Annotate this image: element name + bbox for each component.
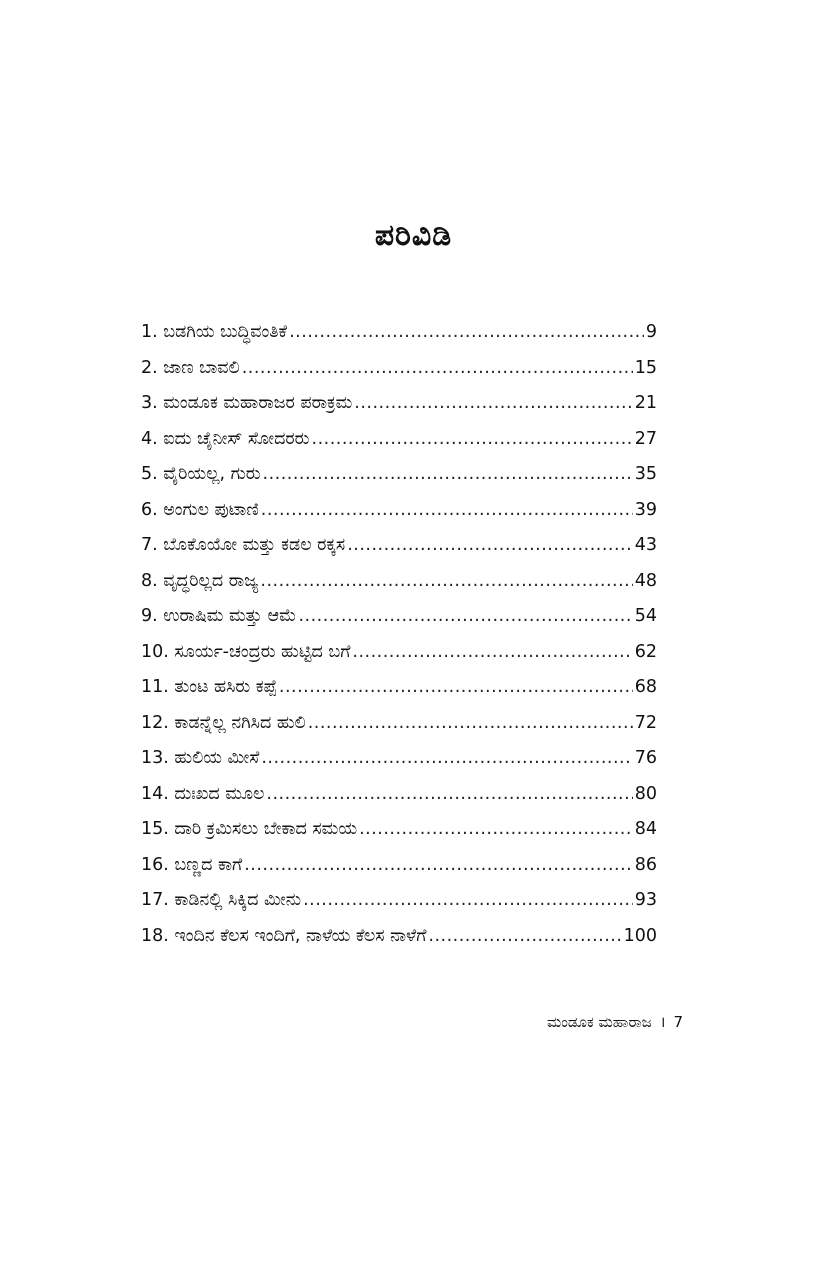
footer-page-number: 7 xyxy=(673,1013,683,1031)
dot-leader xyxy=(298,599,632,635)
toc-entry xyxy=(141,777,657,813)
toc-entry xyxy=(141,741,657,777)
toc-entry-page: 27 xyxy=(634,428,657,449)
table-of-contents xyxy=(141,315,657,954)
toc-entry-title: 11. ತುಂಟ ಹಸಿರು ಕಪ್ಪೆ xyxy=(141,677,277,697)
toc-entry xyxy=(141,848,657,884)
toc-entry xyxy=(141,883,657,919)
toc-entry xyxy=(141,422,657,458)
toc-entry-title: 15. ದಾರಿ ಕ್ರಮಿಸಲು ಬೇಕಾದ ಸಮಯ xyxy=(141,819,358,839)
toc-entry xyxy=(141,351,657,387)
dot-leader xyxy=(266,777,632,813)
toc-entry-title: 5. ವೈರಿಯಲ್ಲ, ಗುರು xyxy=(141,464,261,484)
dot-leader xyxy=(242,351,633,387)
toc-entry-page: 76 xyxy=(634,748,657,768)
footer-book-title: ಮಂಡೂಕ ಮಹಾರಾಜ xyxy=(546,1013,652,1031)
dot-leader xyxy=(352,635,632,671)
toc-entry-title: 16. ಬಣ್ಣದ ಕಾಗೆ xyxy=(141,854,243,875)
dot-leader xyxy=(347,528,633,564)
toc-entry-title: 9. ಉರಾಷಿಮ ಮತ್ತು ಆಮೆ xyxy=(141,606,297,626)
toc-entry-title: 2. ಜಾಣ ಬಾವಲಿ xyxy=(141,357,240,378)
toc-entry xyxy=(141,386,657,422)
dot-leader xyxy=(263,457,633,493)
toc-entry-title: 7. ಬೊಕೊಯೋ ಮತ್ತು ಕಡಲ ರಕ್ಕಸ xyxy=(141,535,346,555)
dot-leader xyxy=(354,386,632,422)
footer-separator: । xyxy=(659,1013,666,1031)
dot-leader xyxy=(261,741,632,777)
toc-entry-page: 39 xyxy=(634,499,657,520)
toc-entry-page: 35 xyxy=(634,464,657,484)
toc-entry-title: 4. ಐದು ಚೈನೀಸ್ ಸೋದರರು xyxy=(141,428,310,449)
page-title: ಪರಿವಿಡಿ xyxy=(374,218,453,253)
page-footer xyxy=(547,1010,683,1034)
toc-entry-page: 9 xyxy=(645,322,657,342)
toc-entry-title: 14. ದುಃಖದ ಮೂಲ xyxy=(141,783,265,804)
toc-entry-page: 15 xyxy=(634,357,657,378)
toc-entry xyxy=(141,457,657,493)
toc-entry-title: 1. ಬಡಗಿಯ ಬುದ್ಧಿವಂತಿಕೆ xyxy=(141,322,288,342)
toc-entry-page: 54 xyxy=(634,606,657,626)
dot-leader xyxy=(260,564,632,600)
toc-entry xyxy=(141,599,657,635)
dot-leader xyxy=(261,493,633,529)
toc-entry-title: 17. ಕಾಡಿನಲ್ಲಿ ಸಿಕ್ಕಿದ ಮೀನು xyxy=(141,890,302,910)
toc-entry-page: 48 xyxy=(634,570,657,591)
dot-leader xyxy=(303,883,633,919)
toc-entry-page: 68 xyxy=(634,677,657,697)
toc-entry xyxy=(141,315,657,351)
toc-entry xyxy=(141,635,657,671)
dot-leader xyxy=(289,315,644,351)
toc-entry-page: 84 xyxy=(634,819,657,839)
dot-leader xyxy=(279,670,633,706)
toc-entry-page: 86 xyxy=(634,854,657,875)
toc-entry xyxy=(141,670,657,706)
toc-entry xyxy=(141,493,657,529)
toc-entry xyxy=(141,706,657,742)
toc-entry xyxy=(141,919,657,955)
toc-entry xyxy=(141,528,657,564)
dot-leader xyxy=(312,422,633,458)
dot-leader xyxy=(244,848,633,884)
toc-entry-title: 12. ಕಾಡನ್ನೆಲ್ಲ ನಗಿಸಿದ ಹುಲಿ xyxy=(141,712,306,733)
toc-entry-title: 8. ವೃದ್ಧರಿಲ್ಲದ ರಾಜ್ಯ xyxy=(141,570,259,591)
toc-entry-page: 80 xyxy=(634,783,657,804)
toc-entry-title: 10. ಸೂರ್ಯ-ಚಂದ್ರರು ಹುಟ್ಟಿದ ಬಗೆ xyxy=(141,641,351,662)
toc-entry-page: 62 xyxy=(634,641,657,662)
toc-entry xyxy=(141,564,657,600)
toc-entry-title: 13. ಹುಲಿಯ ಮೀಸೆ xyxy=(141,748,260,768)
toc-entry xyxy=(141,812,657,848)
dot-leader xyxy=(428,919,621,955)
dot-leader xyxy=(308,706,633,742)
toc-entry-title: 3. ಮಂಡೂಕ ಮಹಾರಾಜರ ಪರಾಕ್ರಮ xyxy=(141,393,353,413)
toc-entry-page: 72 xyxy=(634,712,657,733)
toc-entry-title: 18. ಇಂದಿನ ಕೆಲಸ ಇಂದಿಗೆ, ನಾಳೆಯ ಕೆಲಸ ನಾಳೆಗೆ xyxy=(141,925,427,946)
toc-entry-title: 6. ಅಂಗುಲ ಪುಟಾಣಿ xyxy=(141,499,259,520)
toc-entry-page: 93 xyxy=(634,890,657,910)
toc-entry-page: 21 xyxy=(634,393,657,413)
dot-leader xyxy=(359,812,633,848)
toc-entry-page: 100 xyxy=(623,925,657,946)
toc-entry-page: 43 xyxy=(634,535,657,555)
